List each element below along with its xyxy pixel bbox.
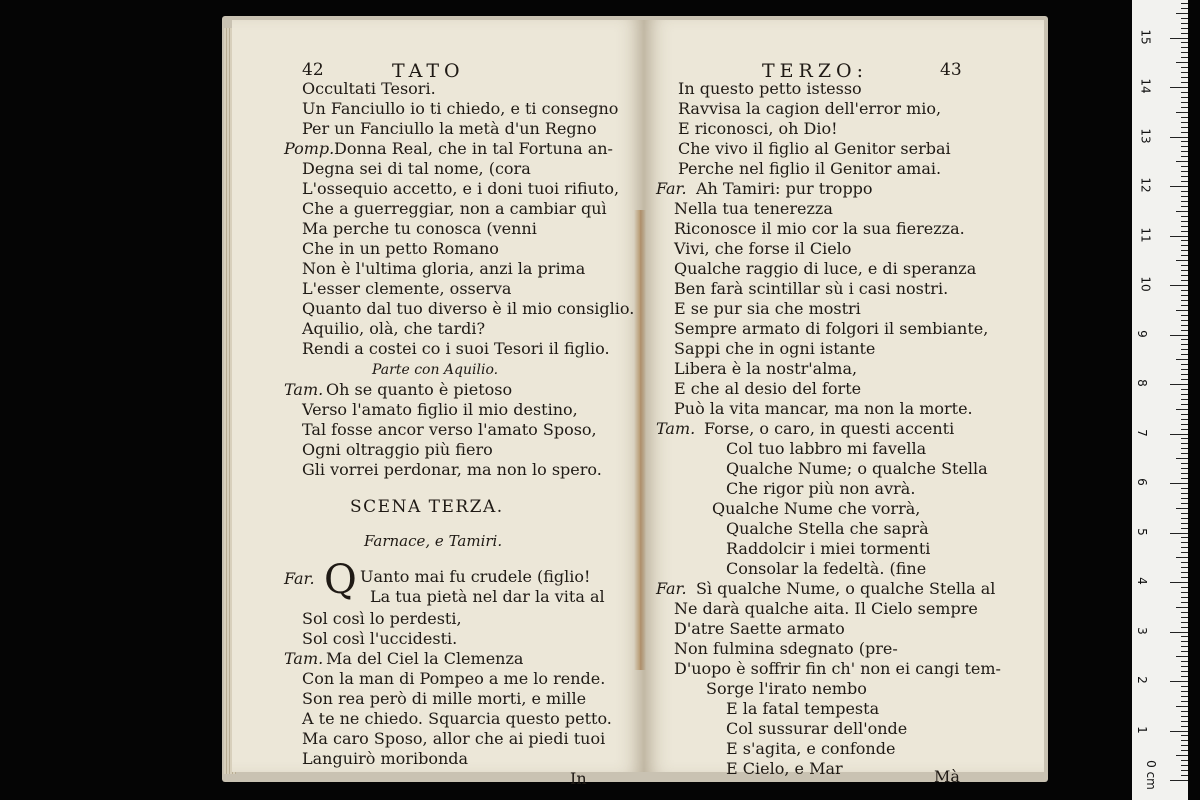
ruler-tick: [1170, 335, 1188, 336]
ruler-label: 2: [1134, 676, 1149, 684]
left-running-head: TATO: [392, 60, 465, 82]
text-line: Ben farà scintillar sù i casi nostri.: [674, 279, 949, 298]
ruler-tick: [1181, 740, 1188, 741]
measuring-ruler: [1132, 0, 1188, 800]
text-line: A te ne chiedo. Squarcia questo petto.: [302, 709, 612, 728]
ruler-tick: [1181, 567, 1188, 568]
ruler-tick: [1181, 597, 1188, 598]
ruler-tick: [1181, 240, 1188, 241]
ruler-tick: [1181, 399, 1188, 400]
text-line: Raddolcir i miei tormenti: [726, 539, 931, 558]
ruler-tick: [1181, 721, 1188, 722]
text-line: Sol così l'uccidesti.: [302, 629, 458, 648]
ruler-tick: [1176, 458, 1188, 459]
ruler-label: 4: [1134, 577, 1149, 585]
text-line: Ma del Ciel la Clemenza: [326, 649, 524, 668]
text-line: E riconosci, oh Dio!: [678, 119, 838, 138]
ruler-tick: [1181, 711, 1188, 712]
ruler-tick: [1181, 250, 1188, 251]
ruler-tick: [1181, 513, 1188, 514]
ruler-tick: [1181, 132, 1188, 133]
ruler-tick: [1181, 414, 1188, 415]
text-line: Sempre armato di folgori il sembiante,: [674, 319, 989, 338]
ruler-tick: [1181, 196, 1188, 197]
ruler-tick: [1181, 92, 1188, 93]
text-line: Aquilio, olà, che tardi?: [302, 319, 486, 338]
ruler-tick: [1181, 102, 1188, 103]
ruler-tick: [1181, 52, 1188, 53]
text-line: Languirò moribonda: [302, 749, 469, 768]
ruler-tick: [1181, 354, 1188, 355]
ruler-tick: [1170, 632, 1188, 633]
text-line: Ah Tamiri: pur troppo: [696, 179, 873, 198]
ruler-tick: [1181, 8, 1188, 9]
text-line: Per un Fanciullo la metà d'un Regno: [302, 119, 597, 138]
ruler-tick: [1181, 453, 1188, 454]
ruler-tick: [1176, 359, 1188, 360]
ruler-tick: [1181, 3, 1188, 4]
text-line: Riconosce il mio cor la sua fierezza.: [674, 219, 965, 238]
ruler-label: 5: [1134, 527, 1149, 536]
ruler-tick: [1181, 127, 1188, 128]
ruler-tick: [1176, 409, 1188, 410]
ruler-tick: [1181, 330, 1188, 331]
ruler-tick: [1181, 528, 1188, 529]
ruler-tick: [1181, 676, 1188, 677]
text-line: Occultati Tesori.: [302, 79, 436, 98]
ruler-tick: [1181, 503, 1188, 504]
ruler-tick: [1170, 731, 1188, 732]
ruler-tick: [1181, 691, 1188, 692]
ruler-tick: [1181, 216, 1188, 217]
ruler-tick: [1181, 57, 1188, 58]
ruler-tick: [1181, 270, 1188, 271]
ruler-tick: [1181, 438, 1188, 439]
stage-direction: Parte con Aquilio.: [372, 362, 499, 378]
ruler-tick: [1181, 82, 1188, 83]
text-line: Ne darà qualche aita. Il Cielo sempre: [674, 599, 978, 618]
ruler-label: 8: [1134, 379, 1149, 387]
text-line: Ma perche tu conosca (venni: [302, 219, 537, 238]
ruler-tick: [1181, 468, 1188, 469]
ruler-tick: [1181, 344, 1188, 345]
ruler-tick: [1181, 369, 1188, 370]
ruler-tick: [1181, 478, 1188, 479]
text-line: Qualche Stella che saprà: [726, 519, 929, 538]
text-line: E che al desio del forte: [674, 379, 862, 398]
text-line: D'uopo è soffrir fin ch' non ei cangi tem-: [674, 659, 1001, 678]
ruler-tick: [1176, 310, 1188, 311]
ruler-label: 6: [1134, 478, 1149, 486]
text-line: Con la man di Pompeo a me lo rende.: [302, 669, 606, 688]
ruler-tick: [1181, 562, 1188, 563]
ruler-label: 9: [1134, 329, 1149, 338]
ruler-label: 7: [1134, 428, 1149, 437]
ruler-tick: [1181, 612, 1188, 613]
text-line: Ogni oltraggio più fiero: [302, 440, 493, 459]
ruler-tick: [1181, 651, 1188, 652]
ruler-tick: [1181, 23, 1188, 24]
ruler-tick: [1181, 28, 1188, 29]
ruler-tick: [1181, 547, 1188, 548]
catchword: In: [570, 769, 587, 788]
ruler-tick: [1170, 681, 1188, 682]
ruler-tick: [1181, 47, 1188, 48]
text-line: Non è l'ultima gloria, anzi la prima: [302, 259, 586, 278]
text-line: Donna Real, che in tal Fortuna an-: [334, 139, 613, 158]
ruler-tick: [1181, 448, 1188, 449]
ruler-tick: [1176, 260, 1188, 261]
ruler-tick: [1181, 275, 1188, 276]
ruler-tick: [1181, 701, 1188, 702]
ruler-tick: [1181, 201, 1188, 202]
text-line: E la fatal tempesta: [726, 699, 880, 718]
ruler-label: 11: [1138, 226, 1153, 243]
ruler-tick: [1181, 206, 1188, 207]
text-line: Non fulmina sdegnato (pre-: [674, 639, 898, 658]
ruler-tick: [1181, 280, 1188, 281]
ruler-tick: [1181, 661, 1188, 662]
right-page: [644, 20, 1044, 786]
ruler-tick: [1181, 622, 1188, 623]
text-line: D'atre Saette armato: [674, 619, 845, 638]
text-line: Col tuo labbro mi favella: [726, 439, 927, 458]
ruler-label: 12: [1138, 177, 1153, 193]
ruler-tick: [1181, 117, 1188, 118]
ruler-tick: [1181, 577, 1188, 578]
speaker-label: Pomp.: [284, 139, 335, 158]
ruler-tick: [1181, 320, 1188, 321]
left-page: [232, 20, 644, 788]
ruler-tick: [1181, 641, 1188, 642]
ruler-tick: [1170, 87, 1188, 88]
text-line: Quanto dal tuo diverso è il mio consiglio.: [302, 299, 635, 318]
ruler-tick: [1181, 77, 1188, 78]
ruler-tick: [1181, 542, 1188, 543]
text-line: L'ossequio accetto, e i doni tuoi rifiuto,: [302, 179, 620, 198]
ruler-tick: [1181, 325, 1188, 326]
ruler-tick: [1181, 122, 1188, 123]
ruler-tick: [1181, 419, 1188, 420]
ruler-tick: [1181, 726, 1188, 727]
ruler-tick: [1170, 186, 1188, 187]
text-line: Rendi a costei co i suoi Tesori il figlio.: [302, 339, 610, 358]
ruler-tick: [1181, 176, 1188, 177]
text-line: Che rigor più non avrà.: [726, 479, 916, 498]
right-running-head: TERZO:: [762, 60, 869, 82]
text-line: Forse, o caro, in questi accenti: [704, 419, 955, 438]
ruler-tick: [1181, 374, 1188, 375]
text-line: Sorge l'irato nembo: [706, 679, 867, 698]
text-line: E Cielo, e Mar: [726, 759, 843, 778]
ruler-tick: [1170, 582, 1188, 583]
ruler-tick: [1170, 236, 1188, 237]
ruler-tick: [1181, 42, 1188, 43]
ruler-tick: [1181, 97, 1188, 98]
scene-characters: Farnace, e Tamiri.: [364, 532, 503, 550]
text-line: Ma caro Sposo, allor che ai piedi tuoi: [302, 729, 606, 748]
ruler-tick: [1181, 735, 1188, 736]
ruler-tick: [1176, 607, 1188, 608]
ruler-tick: [1181, 537, 1188, 538]
ruler-tick: [1181, 750, 1188, 751]
ruler-tick: [1181, 191, 1188, 192]
ruler-tick: [1181, 181, 1188, 182]
ruler-tick: [1176, 112, 1188, 113]
right-page-number: 43: [940, 60, 962, 80]
text-line: Nella tua tenerezza: [674, 199, 833, 218]
ruler-tick: [1181, 295, 1188, 296]
ruler-tick: [1181, 617, 1188, 618]
ruler-tick: [1181, 775, 1188, 776]
text-line: Gli vorrei perdonar, ma non lo spero.: [302, 460, 602, 479]
ruler-tick: [1181, 171, 1188, 172]
ruler-tick: [1176, 62, 1188, 63]
left-page-number: 42: [302, 60, 324, 80]
ruler-label: 3: [1134, 626, 1149, 635]
ruler-tick: [1170, 483, 1188, 484]
text-line: Qualche raggio di luce, e di speranza: [674, 259, 977, 278]
text-line: Qualche Nume; o qualche Stella: [726, 459, 988, 478]
ruler-tick: [1181, 488, 1188, 489]
ruler-tick: [1181, 18, 1188, 19]
catchword: Mà: [934, 767, 960, 786]
ruler-tick: [1176, 161, 1188, 162]
ruler-tick: [1170, 533, 1188, 534]
ruler-tick: [1181, 523, 1188, 524]
ruler-tick: [1176, 13, 1188, 14]
ruler-tick: [1181, 315, 1188, 316]
ruler-tick: [1181, 231, 1188, 232]
ruler-tick: [1181, 141, 1188, 142]
ruler-tick: [1181, 33, 1188, 34]
ruler-tick: [1181, 226, 1188, 227]
text-line: La tua pietà nel dar la vita al: [370, 587, 605, 606]
drop-capital: Q: [324, 557, 357, 603]
ruler-tick: [1181, 349, 1188, 350]
ruler-tick: [1176, 557, 1188, 558]
ruler-label: 15: [1138, 28, 1153, 45]
speaker-label: Tam.: [656, 419, 696, 438]
ruler-tick: [1170, 137, 1188, 138]
ruler-label: 1: [1134, 725, 1149, 734]
ruler-tick: [1181, 290, 1188, 291]
ruler-tick: [1170, 384, 1188, 385]
text-line: In questo petto istesso: [678, 79, 862, 98]
ruler-tick: [1181, 552, 1188, 553]
text-line: Degna sei di tal nome, (cora: [302, 159, 531, 178]
ruler-tick: [1181, 716, 1188, 717]
ruler-tick: [1170, 434, 1188, 435]
text-line: Ravvisa la cagion dell'error mio,: [678, 99, 942, 118]
text-line: Oh se quanto è pietoso: [326, 380, 513, 399]
ruler-tick: [1181, 686, 1188, 687]
ruler-tick: [1181, 760, 1188, 761]
ruler-tick: [1181, 107, 1188, 108]
ruler-tick: [1181, 166, 1188, 167]
text-line: Che in un petto Romano: [302, 239, 499, 258]
text-line: Un Fanciullo io ti chiedo, e ti consegno: [302, 99, 619, 118]
ruler-tick: [1181, 245, 1188, 246]
ruler-tick: [1181, 745, 1188, 746]
ruler-tick: [1181, 463, 1188, 464]
ruler-tick: [1181, 156, 1188, 157]
text-line: Libera è la nostr'alma,: [674, 359, 858, 378]
ruler-tick: [1170, 285, 1188, 286]
ruler-tick: [1181, 339, 1188, 340]
ruler-tick: [1181, 67, 1188, 68]
text-line: E s'agita, e confonde: [726, 739, 896, 758]
text-line: L'esser clemente, osserva: [302, 279, 512, 298]
ruler-tick: [1181, 221, 1188, 222]
text-line: E se pur sia che mostri: [674, 299, 861, 318]
text-line: Perche nel figlio il Genitor amai.: [678, 159, 942, 178]
ruler-tick: [1181, 429, 1188, 430]
text-line: Che a guerreggiar, non a cambiar quì: [302, 199, 607, 218]
text-line: Può la vita mancar, ma non la morte.: [674, 399, 973, 418]
ruler-tick: [1170, 38, 1188, 39]
speaker-label: Far.: [656, 179, 687, 198]
ruler-tick: [1181, 443, 1188, 444]
ruler-tick: [1181, 572, 1188, 573]
ruler-tick: [1176, 508, 1188, 509]
ruler-tick: [1181, 518, 1188, 519]
ruler-tick: [1181, 394, 1188, 395]
ruler-tick: [1176, 211, 1188, 212]
ruler-tick: [1181, 146, 1188, 147]
ruler-tick: [1181, 305, 1188, 306]
ruler-tick: [1181, 587, 1188, 588]
ruler-label: 13: [1138, 127, 1153, 144]
ruler-tick: [1181, 265, 1188, 266]
ruler-tick: [1181, 424, 1188, 425]
text-line: Tal fosse ancor verso l'amato Sposo,: [302, 420, 597, 439]
ruler-label: 14: [1138, 78, 1153, 94]
ruler-tick: [1181, 646, 1188, 647]
ruler-tick: [1181, 671, 1188, 672]
ruler-tick: [1181, 300, 1188, 301]
ruler-tick: [1181, 389, 1188, 390]
ruler-tick: [1176, 706, 1188, 707]
text-line: Sol così lo perdesti,: [302, 609, 462, 628]
ruler-tick: [1181, 592, 1188, 593]
speaker-label: Tam.: [284, 649, 324, 668]
ruler-tick: [1181, 72, 1188, 73]
text-line: Verso l'amato figlio il mio destino,: [302, 400, 578, 419]
ruler-tick: [1181, 498, 1188, 499]
text-line: Che vivo il figlio al Genitor serbai: [678, 139, 951, 158]
ruler-tick: [1181, 493, 1188, 494]
gutter-stain: [634, 210, 646, 670]
ruler-tick: [1181, 364, 1188, 365]
ruler-tick: [1181, 627, 1188, 628]
text-line: Qualche Nume che vorrà,: [712, 499, 921, 518]
ruler-tick: [1181, 404, 1188, 405]
ruler-unit-label: 0 cm: [1143, 760, 1158, 790]
scene-title: SCENA TERZA.: [350, 497, 504, 517]
ruler-tick: [1181, 696, 1188, 697]
text-line: Son rea però di mille morti, e mille: [302, 689, 587, 708]
speaker-label: Tam.: [284, 380, 324, 399]
ruler-tick: [1181, 666, 1188, 667]
ruler-label: 10: [1138, 276, 1153, 292]
ruler-tick: [1181, 473, 1188, 474]
text-line: Sappi che in ogni istante: [674, 339, 876, 358]
ruler-tick: [1181, 379, 1188, 380]
text-line: Uanto mai fu crudele (figlio!: [360, 567, 591, 586]
text-line: Consolar la fedeltà. (fine: [726, 559, 927, 578]
ruler-tick: [1170, 780, 1188, 781]
text-line: Col sussurar dell'onde: [726, 719, 908, 738]
ruler-tick: [1181, 602, 1188, 603]
ruler-tick: [1181, 636, 1188, 637]
text-line: Sì qualche Nume, o qualche Stella al: [696, 579, 996, 598]
ruler-tick: [1176, 656, 1188, 657]
ruler-tick: [1181, 770, 1188, 771]
text-line: Vivi, che forse il Cielo: [674, 239, 852, 258]
ruler-tick: [1181, 765, 1188, 766]
speaker-label: Far.: [656, 579, 687, 598]
speaker-label: Far.: [284, 569, 315, 588]
ruler-tick: [1181, 255, 1188, 256]
ruler-tick: [1176, 755, 1188, 756]
ruler-tick: [1181, 151, 1188, 152]
